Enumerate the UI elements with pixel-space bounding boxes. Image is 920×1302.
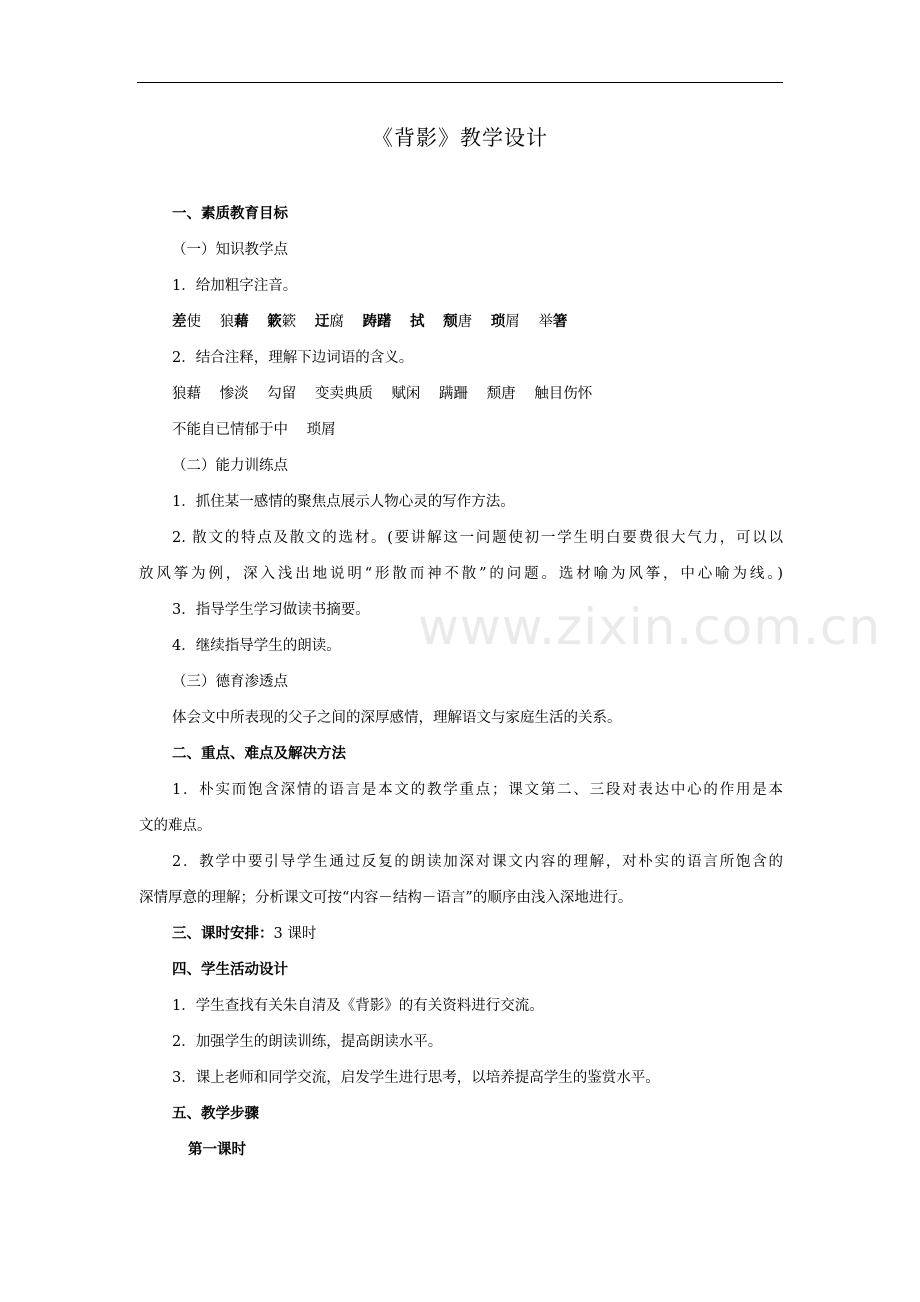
vocab-word: 惨淡 <box>219 386 249 402</box>
vocab-word: 琐屑 <box>306 422 336 438</box>
vocab-word: 颓唐 <box>486 386 516 402</box>
vocab-word: 不能自已情郁于中 <box>172 422 288 438</box>
vocab-word: 狼藉 <box>172 386 201 402</box>
paragraph: 1．朴实而饱含深情的语言是本文的教学重点；课文第二、三段对表达中心的作用是本 <box>172 782 783 798</box>
ability-item: 1．抓住某一感情的聚焦点展示人物心灵的写作方法。 <box>172 494 515 510</box>
pinyin-word: 狼藉 <box>219 313 249 330</box>
activity-item: 1．学生查找有关朱自清及《背影》的有关资料进行交流。 <box>172 998 544 1014</box>
subsection-knowledge: （一）知识教学点 <box>172 242 288 258</box>
vocab-word: 触目伤怀 <box>534 386 593 402</box>
pinyin-word-row <box>172 314 567 330</box>
item-vocabulary: 2．结合注释，理解下边词语的含义。 <box>172 350 414 366</box>
moral-text: 体会文中所表现的父子之间的深厚感情，理解语文与家庭生活的关系。 <box>172 710 622 726</box>
ability-item-continued: 放风筝为例，深入浅出地说明“形散而神不散”的问题。选材喻为风筝，中心喻为线。) <box>139 566 783 582</box>
ability-item: 4．继续指导学生的朗读。 <box>172 638 341 654</box>
pinyin-word: 踌躇 <box>362 313 392 330</box>
document-title: 《背影》教学设计 <box>372 126 548 150</box>
ability-item: 2. 散文的特点及散文的选材。(要讲解这一问题使初一学生明白要费很大气力，可以以 <box>172 530 783 546</box>
subsection-ability: （二）能力训练点 <box>172 458 288 474</box>
vocab-word: 赋闲 <box>391 386 421 402</box>
pinyin-word: 举箸 <box>538 313 568 330</box>
section-3-label: 三、课时安排： <box>172 925 274 942</box>
vocab-row <box>172 386 592 402</box>
paragraph-continued: 深情厚意的理解；分析课文可按“内容－结构－语言”的顺序由浅入深地进行。 <box>139 890 633 906</box>
pinyin-word: 琐屑 <box>490 313 520 330</box>
subsection-moral: （三）德育渗透点 <box>172 674 288 690</box>
section-5-heading: 五、教学步骤 <box>172 1105 259 1122</box>
section-2-heading: 二、重点、难点及解决方法 <box>172 745 346 762</box>
vocab-word: 勾留 <box>267 386 297 402</box>
pinyin-word: 拭 <box>410 313 425 330</box>
section-1-heading: 一、素质教育目标 <box>172 205 288 222</box>
vocab-row <box>172 422 336 438</box>
section-4-heading: 四、学生活动设计 <box>172 961 288 978</box>
section-3-heading <box>172 926 316 942</box>
paragraph: 2．教学中要引导学生通过反复的朗读加深对课文内容的理解，对朴实的语言所饱含的 <box>172 854 783 870</box>
pinyin-word: 迂腐 <box>314 313 344 330</box>
activity-item: 3．课上老师和同学交流，启发学生进行思考，以培养提高学生的鉴赏水平。 <box>172 1070 660 1086</box>
pinyin-word: 差使 <box>172 313 201 330</box>
ability-item: 3．指导学生学习做读书摘要。 <box>172 602 370 618</box>
header-rule <box>137 82 783 83</box>
watermark: www.zixin.com.cn <box>418 598 882 656</box>
pinyin-word: 簌簌 <box>267 313 297 330</box>
paragraph-continued: 文的难点。 <box>139 818 212 834</box>
activity-item: 2．加强学生的朗读训练，提高朗读水平。 <box>172 1034 443 1050</box>
pinyin-word: 颓唐 <box>443 313 473 330</box>
lesson-heading: 第一课时 <box>188 1141 246 1158</box>
lesson-count: 3 课时 <box>273 926 317 942</box>
vocab-word: 变卖典质 <box>314 386 373 402</box>
vocab-word: 蹒跚 <box>439 386 469 402</box>
item-pinyin: 1．给加粗字注音。 <box>172 278 298 294</box>
